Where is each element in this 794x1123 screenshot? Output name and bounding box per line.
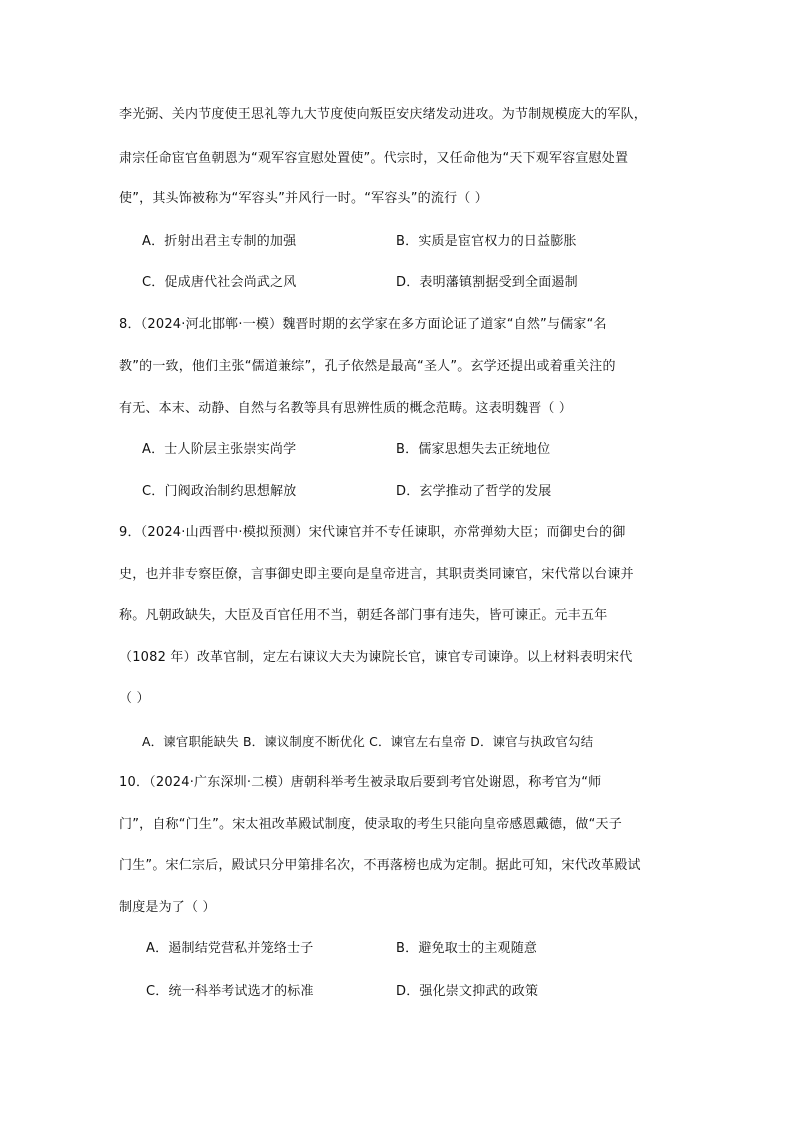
q7-line-1: 李光弼、关内节度使王思礼等九大节度使向叛臣安庆绪发动进攻。为节制规模庞大的军队，	[119, 107, 648, 122]
q7-line-3: 使”，其头饰被称为“军容头”并风行一时。“军容头”的流行（ ）	[119, 191, 489, 206]
q9-line-3: 称。凡朝政缺失，大臣及百官任用不当，朝廷各部门事有违失，皆可谏正。元丰五年	[119, 608, 608, 623]
q7-option-d: D．表明藩镇割据受到全面遏制	[396, 275, 578, 290]
q9-line-5: （ ）	[119, 691, 150, 706]
q8-option-b: B．儒家思想失去正统地位	[396, 442, 551, 457]
q7-line-2: 肃宗任命宦官鱼朝恩为“观军容宣慰处置使”。代宗时，又任命他为“天下观军容宣慰处置	[119, 151, 629, 166]
q10-option-c: C．统一科举考试选才的标准	[146, 984, 314, 999]
q8-line-2: 教”的一致，他们主张“儒道兼综”，孔子依然是最高“圣人”。玄学还提出或着重关注的	[119, 359, 616, 374]
q10-option-a: A．遏制结党营私并笼络士子	[146, 941, 314, 956]
q10-line-3: 门生”。宋仁宗后，殿试只分甲第排名次，不再落榜也成为定制。据此可知，宋代改革殿试	[119, 858, 641, 873]
q7-option-a: A．折射出君主专制的加强	[142, 234, 297, 249]
q10-line-4: 制度是为了（ ）	[119, 900, 216, 915]
q7-option-b: B．实质是宦官权力的日益膨胀	[396, 234, 577, 249]
q7-option-c: C．促成唐代社会尚武之风	[142, 275, 297, 290]
q8-option-a: A．士人阶层主张崇实尚学	[142, 442, 297, 457]
q9-line-2: 史，也并非专察臣僚，言事御史即主要向是皇帝进言，其职责类同谏官，宋代常以台谏并	[119, 567, 634, 582]
q10-option-b: B．避免取士的主观随意	[396, 941, 538, 956]
q10-line-2: 门”，自称“门生”。宋太祖改革殿试制度，使录取的考生只能向皇帝感恩戴德，做“天子	[119, 817, 622, 832]
q8-line-3: 有无、本末、动静、自然与名教等具有思辨性质的概念范畴。这表明魏晋（ ）	[119, 401, 573, 416]
q9-line-1: 9．（2024·山西晋中·模拟预测）宋代谏官并不专任谏职，亦常弹劾大臣；而御史台的御	[119, 525, 626, 540]
q10-option-d: D．强化崇文抑武的政策	[396, 984, 539, 999]
q10-line-1: 10．（2024·广东深圳·二模）唐朝科举考生被录取后要到考官处谢恩，称考官为“师	[119, 775, 602, 790]
q9-options: A．谏官职能缺失 B．谏议制度不断优化 C．谏官左右皇帝 D．谏官与执政官勾结	[142, 734, 594, 749]
q8-line-1: 8．（2024·河北邯郸·一模）魏晋时期的玄学家在多方面论证了道家“自然”与儒家“名	[119, 317, 607, 332]
q9-line-4: （1082 年）改革官制，定左右谏议大夫为谏院长官，谏官专司谏诤。以上材料表明宋代	[119, 650, 633, 665]
q8-option-c: C．门阀政治制约思想解放	[142, 484, 297, 499]
q8-option-d: D．玄学推动了哲学的发展	[396, 484, 552, 499]
